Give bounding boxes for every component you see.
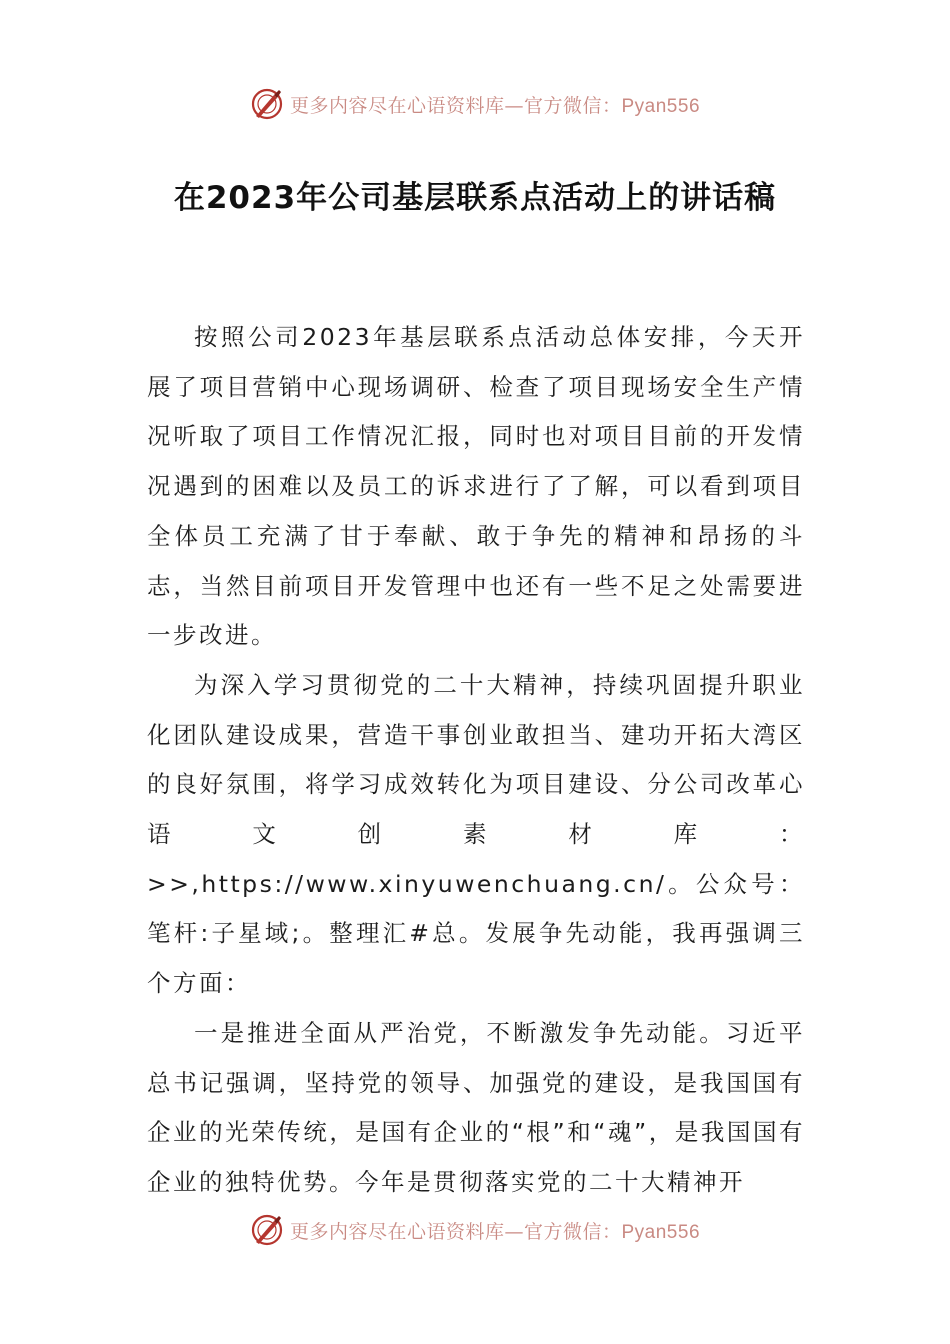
footer-banner xyxy=(0,1210,950,1250)
page-title: 在2023年公司基层联系点活动上的讲话稿 xyxy=(173,180,777,216)
header-banner xyxy=(0,84,950,124)
footer-wechat-id: Pyan556 xyxy=(621,1221,701,1243)
paragraph-1: 按照公司2023年基层联系点活动总体安排，今天开展了项目营销中心现场调研、检查了项目现场安全生产情况听取了项目工作情况汇报，同时也对项目目前的开发情况遇到的困难以及员工的诉求进行了了解，可以看到项目全体员工充满了甘于奉献、敢于争先的精神和昂扬的斗志，当然目前项目开发管理中也还有一些不足之处需要进一步改进。 xyxy=(147,323,805,650)
pen-logo-icon xyxy=(250,87,284,121)
pen-logo-icon xyxy=(250,1213,284,1247)
header-wechat-id: Pyan556 xyxy=(621,95,701,117)
paragraph-2: 为深入学习贯彻党的二十大精神，持续巩固提升职业化团队建设成果，营造干事创业敢担当、建功开拓大湾区的良好氛围，将学习成效转化为项目建设、分公司改革心语文创素材库：>>,https://www.xinyuwenchuang.cn/。公众号：笔杆:子星域;。整理汇#总。发展争先动能，我再强调三个方面： xyxy=(147,670,805,998)
footer-banner-text: 更多内容尽在心语资料库—官方微信：Pyan556 xyxy=(289,1220,701,1243)
document-body xyxy=(147,313,805,1208)
header-banner-text: 更多内容尽在心语资料库—官方微信：Pyan556 xyxy=(289,94,701,117)
paragraph-3: 一是推进全面从严治党，不断激发争先动能。习近平总书记强调，坚持党的领导、加强党的建设，是我国国有企业的光荣传统，是国有企业的“根”和“魂”，是我国国有企业的独特优势。今年是贯彻落实党的二十大精神开 xyxy=(147,1018,805,1196)
